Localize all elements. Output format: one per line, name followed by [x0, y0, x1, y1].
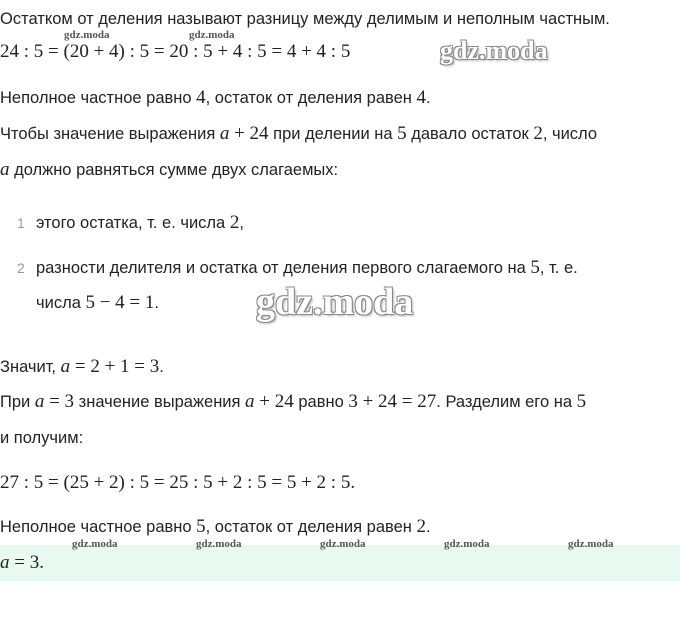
math-expression-2: 27 : 5 = (25 + 2) : 5 = 25 : 5 + 2 : 5 = 5 + 2 : 5.: [0, 472, 356, 493]
text: , число: [542, 125, 598, 143]
text: .: [425, 518, 431, 536]
text: ,: [239, 214, 244, 232]
variable: a: [245, 391, 255, 412]
math: = 3.: [9, 552, 44, 573]
text: Неполное частное равно: [0, 89, 197, 107]
math-expression-1: 24 : 5 = (20 + 4) : 5 = 20 : 5 + 4 : 5 = 4 + 4 : 5: [0, 41, 351, 62]
answer-text: [0, 552, 44, 574]
text: должно равняться сумме двух слагаемых:: [9, 161, 339, 179]
answer-box: [0, 545, 680, 581]
watermark: gdz.moda: [440, 36, 548, 65]
math: 4: [196, 87, 206, 108]
list-item-2: [36, 257, 578, 279]
text: , остаток от деления равен: [205, 518, 417, 536]
text: значение выражения: [74, 393, 246, 411]
list-number-2: 2: [17, 260, 25, 276]
math: + 24: [254, 391, 294, 412]
list-item-1: [36, 212, 244, 234]
watermark: gdz.moda: [568, 538, 614, 550]
text: Значит,: [0, 358, 61, 376]
text: Неполное частное равно: [0, 518, 197, 536]
text: давало остаток: [406, 125, 534, 143]
text: , остаток от деления равен: [205, 89, 417, 107]
math: 5: [530, 257, 540, 278]
watermark: gdz.moda: [256, 281, 414, 323]
watermark: gdz.moda: [444, 538, 490, 550]
watermark: gdz.moda: [189, 29, 235, 41]
variable: a: [34, 391, 45, 412]
text: При: [0, 393, 35, 411]
text-line-4: [0, 123, 597, 145]
text: при делении на: [268, 125, 398, 143]
text-line-8: [0, 356, 164, 378]
text: .: [159, 358, 164, 376]
math: 3 + 24 = 27: [348, 391, 437, 412]
variable: a: [219, 123, 230, 144]
math: 2: [533, 123, 543, 144]
text: этого остатка, т. е. числа: [36, 214, 230, 232]
text: , т. е.: [539, 259, 578, 277]
math: = 3: [44, 391, 75, 412]
math: 5: [196, 516, 206, 537]
text: .: [425, 89, 431, 107]
math: 5 − 4 = 1: [85, 292, 155, 313]
math: 2: [416, 516, 426, 537]
text-line-9: [0, 391, 586, 413]
text-line-1: Остатком от деления называют разницу между делимым и неполным частным.: [0, 10, 610, 28]
text: . Разделим его на: [436, 393, 577, 411]
math: = 2 + 1 = 3: [70, 356, 160, 377]
math: 4: [416, 87, 426, 108]
variable: a: [0, 552, 10, 573]
math: 2: [229, 212, 240, 233]
text: Чтобы значение выражения: [0, 125, 220, 143]
text-line-10: и получим:: [0, 429, 84, 447]
list-number-1: 1: [17, 215, 25, 231]
watermark: gdz.moda: [72, 538, 118, 550]
text: разности делителя и остатка от деления первого слагаемого на: [36, 259, 531, 277]
variable: a: [0, 159, 10, 180]
text-line-3: [0, 87, 431, 109]
watermark: gdz.moda: [64, 29, 110, 41]
math: 5: [397, 123, 407, 144]
text-line-5: [0, 159, 338, 181]
watermark: gdz.moda: [196, 538, 242, 550]
text: .: [154, 294, 159, 312]
math: 5: [576, 391, 587, 412]
list-item-2-continued: [36, 292, 159, 314]
variable: a: [60, 356, 71, 377]
text: числа: [36, 294, 86, 312]
text: равно: [293, 393, 349, 411]
text-line-12: [0, 516, 431, 538]
math: + 24: [229, 123, 269, 144]
watermark: gdz.moda: [320, 538, 366, 550]
